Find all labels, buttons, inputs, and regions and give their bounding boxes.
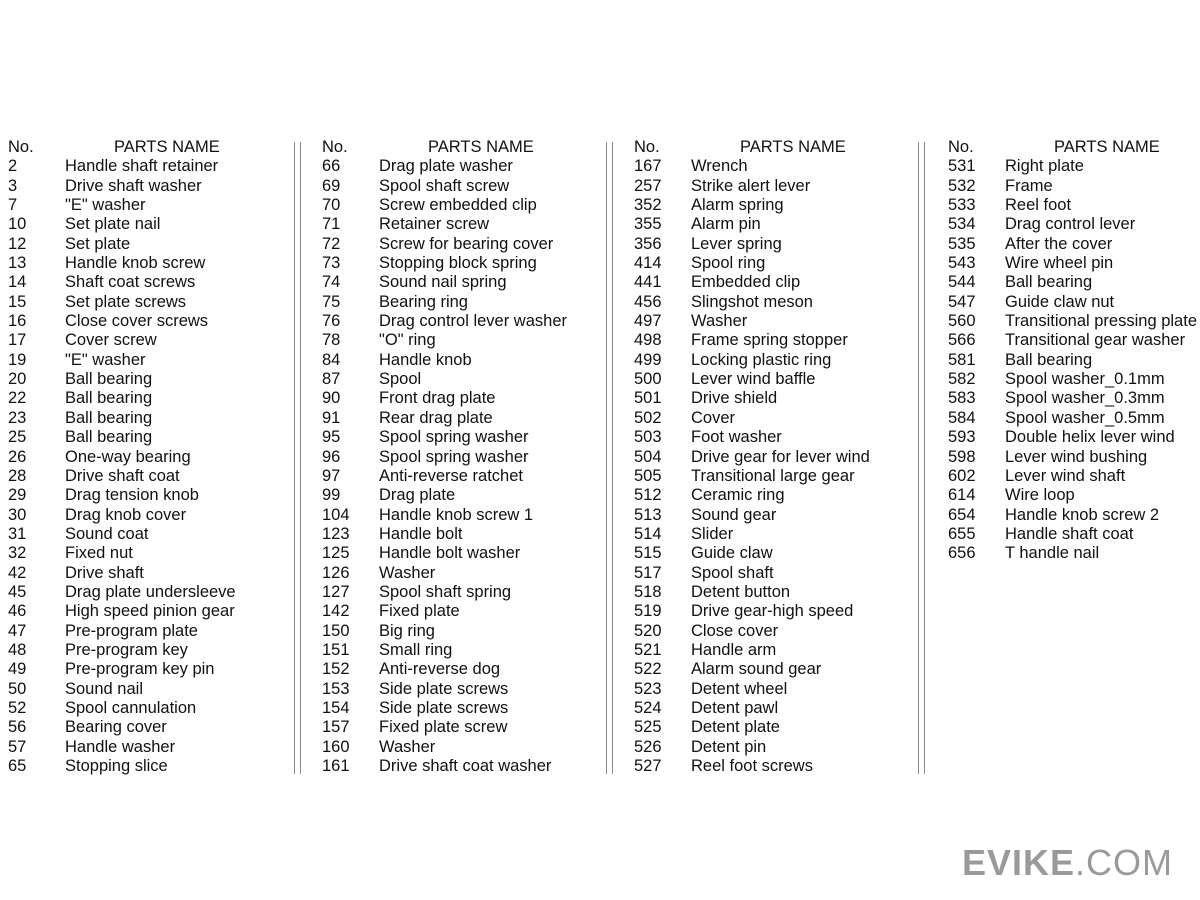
part-name: Handle knob — [379, 350, 472, 369]
part-number: 513 — [634, 505, 662, 524]
part-number: 514 — [634, 524, 662, 543]
part-name: Close cover screws — [65, 312, 209, 331]
part-number: 97 — [322, 466, 341, 485]
part-number: 32 — [8, 544, 27, 563]
part-name: Wrench — [691, 157, 748, 176]
part-number: 71 — [322, 215, 341, 234]
part-name: Drag knob cover — [65, 505, 187, 524]
part-number: 91 — [322, 408, 341, 427]
part-number: 414 — [634, 254, 662, 273]
part-number: 95 — [322, 428, 341, 447]
part-name: Cover screw — [65, 331, 157, 350]
part-number: 87 — [322, 370, 341, 389]
part-number: 598 — [948, 447, 976, 466]
part-number: 125 — [322, 544, 350, 563]
part-number: 524 — [634, 698, 662, 717]
part-name: Ceramic ring — [691, 486, 785, 505]
part-number: 534 — [948, 215, 976, 234]
part-number: 2 — [8, 157, 18, 176]
part-name: Spool washer_0.3mm — [1005, 389, 1165, 408]
part-number: 352 — [634, 196, 662, 215]
part-name: Alarm sound gear — [691, 660, 822, 679]
part-name: Detent button — [691, 582, 791, 601]
part-number: 560 — [948, 312, 976, 331]
part-number: 46 — [8, 602, 27, 621]
part-name: Fixed plate screw — [379, 718, 508, 737]
part-name: Wire loop — [1005, 486, 1075, 505]
part-number: 154 — [322, 698, 350, 717]
part-name: Handle knob screw 1 — [379, 505, 534, 524]
part-name: Frame spring stopper — [691, 331, 848, 350]
part-name: Handle shaft coat — [1005, 524, 1134, 543]
part-number: 502 — [634, 408, 662, 427]
part-number: 17 — [8, 331, 27, 350]
part-name: Big ring — [379, 621, 435, 640]
part-name: Detent pin — [691, 737, 767, 756]
part-name: Frame — [1005, 176, 1053, 195]
part-name: Pre-program key pin — [65, 660, 215, 679]
part-number: 73 — [322, 254, 341, 273]
part-name: Front drag plate — [379, 389, 496, 408]
part-name: Anti-reverse dog — [379, 660, 501, 679]
part-number: 582 — [948, 370, 976, 389]
part-name: Ball bearing — [65, 389, 153, 408]
part-number: 12 — [8, 234, 27, 253]
part-name: Bearing ring — [379, 292, 468, 311]
part-number: 90 — [322, 389, 341, 408]
part-name: Screw for bearing cover — [379, 234, 554, 253]
part-name: Fixed plate — [379, 602, 460, 621]
part-name: Cover — [691, 408, 736, 427]
part-name: Ball bearing — [1005, 273, 1093, 292]
part-number: 543 — [948, 254, 976, 273]
part-name: Drive gear-high speed — [691, 602, 854, 621]
part-number: 19 — [8, 350, 27, 369]
part-number: 152 — [322, 660, 350, 679]
part-number: 167 — [634, 157, 662, 176]
part-name: Handle bolt washer — [379, 544, 521, 563]
header-no: No. — [8, 138, 34, 156]
part-number: 20 — [8, 370, 27, 389]
part-number: 157 — [322, 718, 350, 737]
part-name: Side plate screws — [379, 679, 509, 698]
parts-list-sheet — [0, 138, 1200, 788]
part-name: Pre-program plate — [65, 621, 198, 640]
part-name: Sound nail — [65, 679, 143, 698]
part-name: Spool shaft spring — [379, 582, 512, 601]
part-name: "E" washer — [65, 350, 146, 369]
part-number: 547 — [948, 292, 976, 311]
part-number: 535 — [948, 234, 976, 253]
part-number: 257 — [634, 176, 662, 195]
part-name: Side plate screws — [379, 698, 509, 717]
part-number: 23 — [8, 408, 27, 427]
part-number: 10 — [8, 215, 27, 234]
part-number: 655 — [948, 524, 976, 543]
part-number: 544 — [948, 273, 976, 292]
part-number: 519 — [634, 602, 662, 621]
part-name: Transitional pressing plate — [1005, 312, 1197, 331]
part-number: 566 — [948, 331, 976, 350]
part-number: 584 — [948, 408, 976, 427]
part-name: Guide claw nut — [1005, 292, 1115, 311]
part-name: Reel foot — [1005, 196, 1072, 215]
part-name: Set plate — [65, 234, 131, 253]
part-number: 533 — [948, 196, 976, 215]
part-name: Pre-program key — [65, 640, 188, 659]
part-number: 14 — [8, 273, 27, 292]
part-number: 126 — [322, 563, 350, 582]
part-name: Drive shaft coat washer — [379, 757, 552, 775]
part-number: 497 — [634, 312, 662, 331]
part-name: Guide claw — [691, 544, 773, 563]
header-parts-name: PARTS NAME — [1054, 138, 1160, 156]
part-number: 127 — [322, 582, 350, 601]
column-divider — [606, 142, 613, 774]
part-number: 526 — [634, 737, 662, 756]
part-number: 512 — [634, 486, 662, 505]
part-number: 501 — [634, 389, 662, 408]
part-name: After the cover — [1005, 234, 1113, 253]
part-name: Bearing cover — [65, 718, 167, 737]
part-number: 654 — [948, 505, 976, 524]
header-no: No. — [322, 138, 348, 156]
part-name: Handle knob screw 2 — [1005, 505, 1160, 524]
part-name: Drive gear for lever wind — [691, 447, 870, 466]
part-number: 28 — [8, 466, 27, 485]
part-number: 50 — [8, 679, 27, 698]
part-number: 523 — [634, 679, 662, 698]
part-name: Ball bearing — [65, 408, 153, 427]
part-number: 69 — [322, 176, 341, 195]
part-number: 45 — [8, 582, 27, 601]
part-name: Drag plate undersleeve — [65, 582, 236, 601]
part-name: Washer — [691, 312, 748, 331]
part-number: 74 — [322, 273, 341, 292]
part-name: Lever wind bushing — [1005, 447, 1148, 466]
part-number: 142 — [322, 602, 350, 621]
part-number: 104 — [322, 505, 350, 524]
part-name: Spool cannulation — [65, 698, 197, 717]
part-number: 76 — [322, 312, 341, 331]
part-name: Drive shaft washer — [65, 176, 202, 195]
part-name: Alarm pin — [691, 215, 761, 234]
part-name: Spool ring — [691, 254, 766, 273]
part-name: Ball bearing — [65, 370, 153, 389]
part-number: 500 — [634, 370, 662, 389]
part-number: 499 — [634, 350, 662, 369]
part-name: Handle arm — [691, 640, 777, 659]
part-name: Sound coat — [65, 524, 149, 543]
part-name: Retainer screw — [379, 215, 490, 234]
part-number: 84 — [322, 350, 341, 369]
part-name: Lever wind shaft — [1005, 466, 1126, 485]
part-number: 160 — [322, 737, 350, 756]
header-parts-name: PARTS NAME — [740, 138, 846, 156]
part-number: 13 — [8, 254, 27, 273]
part-number: 3 — [8, 176, 18, 195]
part-number: 66 — [322, 157, 341, 176]
part-number: 22 — [8, 389, 27, 408]
part-name: Slider — [691, 524, 734, 543]
part-number: 531 — [948, 157, 976, 176]
part-name: Right plate — [1005, 157, 1084, 176]
part-name: Detent plate — [691, 718, 780, 737]
part-name: Shaft coat screws — [65, 273, 196, 292]
part-name: Ball bearing — [1005, 350, 1093, 369]
part-number: 505 — [634, 466, 662, 485]
part-name: Locking plastic ring — [691, 350, 832, 369]
part-name: Rear drag plate — [379, 408, 493, 427]
part-number: 16 — [8, 312, 27, 331]
part-name: Handle knob screw — [65, 254, 206, 273]
part-name: High speed pinion gear — [65, 602, 235, 621]
part-number: 15 — [8, 292, 27, 311]
part-name: Stopping block spring — [379, 254, 537, 273]
part-number: 518 — [634, 582, 662, 601]
part-name: Drag tension knob — [65, 486, 199, 505]
part-name: Drag control lever — [1005, 215, 1136, 234]
part-name: Drive shaft coat — [65, 466, 180, 485]
part-number: 49 — [8, 660, 27, 679]
part-number: 614 — [948, 486, 976, 505]
part-name: Double helix lever wind — [1005, 428, 1175, 447]
part-number: 515 — [634, 544, 662, 563]
part-number: 441 — [634, 273, 662, 292]
header-parts-name: PARTS NAME — [428, 138, 534, 156]
part-name: Drag plate washer — [379, 157, 513, 176]
part-number: 42 — [8, 563, 27, 582]
part-number: 356 — [634, 234, 662, 253]
part-name: Screw embedded clip — [379, 196, 537, 215]
part-number: 517 — [634, 563, 662, 582]
part-name: Detent pawl — [691, 698, 779, 717]
part-number: 504 — [634, 447, 662, 466]
header-parts-name: PARTS NAME — [114, 138, 220, 156]
part-name: Lever wind baffle — [691, 370, 816, 389]
evike-watermark-logo: EVIKE.COM — [962, 842, 1174, 883]
part-number: 57 — [8, 737, 27, 756]
part-name: Reel foot screws — [691, 757, 813, 775]
part-number: 520 — [634, 621, 662, 640]
part-name: T handle nail — [1005, 544, 1100, 563]
part-number: 26 — [8, 447, 27, 466]
part-name: Transitional gear washer — [1005, 331, 1186, 350]
part-number: 72 — [322, 234, 341, 253]
header-no: No. — [948, 138, 974, 156]
header-no: No. — [634, 138, 660, 156]
part-name: Detent wheel — [691, 679, 788, 698]
part-name: Stopping slice — [65, 757, 168, 775]
part-number: 498 — [634, 331, 662, 350]
part-number: 65 — [8, 757, 27, 775]
part-number: 593 — [948, 428, 976, 447]
part-number: 522 — [634, 660, 662, 679]
part-number: 7 — [8, 196, 18, 215]
part-name: Washer — [379, 737, 436, 756]
part-name: Wire wheel pin — [1005, 254, 1114, 273]
part-name: Sound gear — [691, 505, 777, 524]
part-number: 151 — [322, 640, 350, 659]
part-number: 25 — [8, 428, 27, 447]
part-name: Sound nail spring — [379, 273, 507, 292]
part-number: 153 — [322, 679, 350, 698]
part-name: Small ring — [379, 640, 453, 659]
part-name: "O" ring — [379, 331, 436, 350]
part-number: 31 — [8, 524, 27, 543]
part-name: Ball bearing — [65, 428, 153, 447]
column-divider — [918, 142, 925, 774]
part-number: 70 — [322, 196, 341, 215]
part-name: Foot washer — [691, 428, 782, 447]
part-number: 52 — [8, 698, 27, 717]
part-name: Anti-reverse ratchet — [379, 466, 523, 485]
part-name: Strike alert lever — [691, 176, 811, 195]
part-name: Alarm spring — [691, 196, 784, 215]
part-number: 527 — [634, 757, 662, 775]
part-number: 123 — [322, 524, 350, 543]
part-number: 532 — [948, 176, 976, 195]
part-number: 355 — [634, 215, 662, 234]
part-name: Set plate screws — [65, 292, 187, 311]
part-name: Slingshot meson — [691, 292, 813, 311]
part-number: 47 — [8, 621, 27, 640]
part-number: 456 — [634, 292, 662, 311]
part-number: 96 — [322, 447, 341, 466]
part-number: 161 — [322, 757, 350, 775]
part-number: 150 — [322, 621, 350, 640]
part-name: Fixed nut — [65, 544, 133, 563]
part-name: Spool spring washer — [379, 428, 529, 447]
part-name: Spool washer_0.5mm — [1005, 408, 1165, 427]
part-name: Spool spring washer — [379, 447, 529, 466]
part-name: One-way bearing — [65, 447, 191, 466]
part-name: Drag plate — [379, 486, 456, 505]
part-name: Spool shaft — [691, 563, 774, 582]
part-name: Handle bolt — [379, 524, 463, 543]
part-number: 75 — [322, 292, 341, 311]
part-name: Lever spring — [691, 234, 782, 253]
part-name: Spool — [379, 370, 422, 389]
part-number: 48 — [8, 640, 27, 659]
part-name: Transitional large gear — [691, 466, 855, 485]
part-name: Drag control lever washer — [379, 312, 567, 331]
part-name: Spool washer_0.1mm — [1005, 370, 1165, 389]
part-number: 581 — [948, 350, 976, 369]
part-name: Drive shield — [691, 389, 778, 408]
part-name: Set plate nail — [65, 215, 161, 234]
column-divider — [294, 142, 301, 774]
part-name: Handle washer — [65, 737, 176, 756]
part-number: 503 — [634, 428, 662, 447]
part-number: 29 — [8, 486, 27, 505]
part-number: 30 — [8, 505, 27, 524]
part-name: Drive shaft — [65, 563, 144, 582]
part-number: 602 — [948, 466, 976, 485]
part-number: 656 — [948, 544, 976, 563]
part-number: 99 — [322, 486, 341, 505]
part-number: 583 — [948, 389, 976, 408]
part-number: 56 — [8, 718, 27, 737]
part-name: Washer — [379, 563, 436, 582]
part-number: 525 — [634, 718, 662, 737]
part-number: 78 — [322, 331, 341, 350]
part-name: Embedded clip — [691, 273, 801, 292]
part-name: Spool shaft screw — [379, 176, 510, 195]
part-name: Handle shaft retainer — [65, 157, 219, 176]
part-name: Close cover — [691, 621, 779, 640]
part-number: 521 — [634, 640, 662, 659]
part-name: "E" washer — [65, 196, 146, 215]
